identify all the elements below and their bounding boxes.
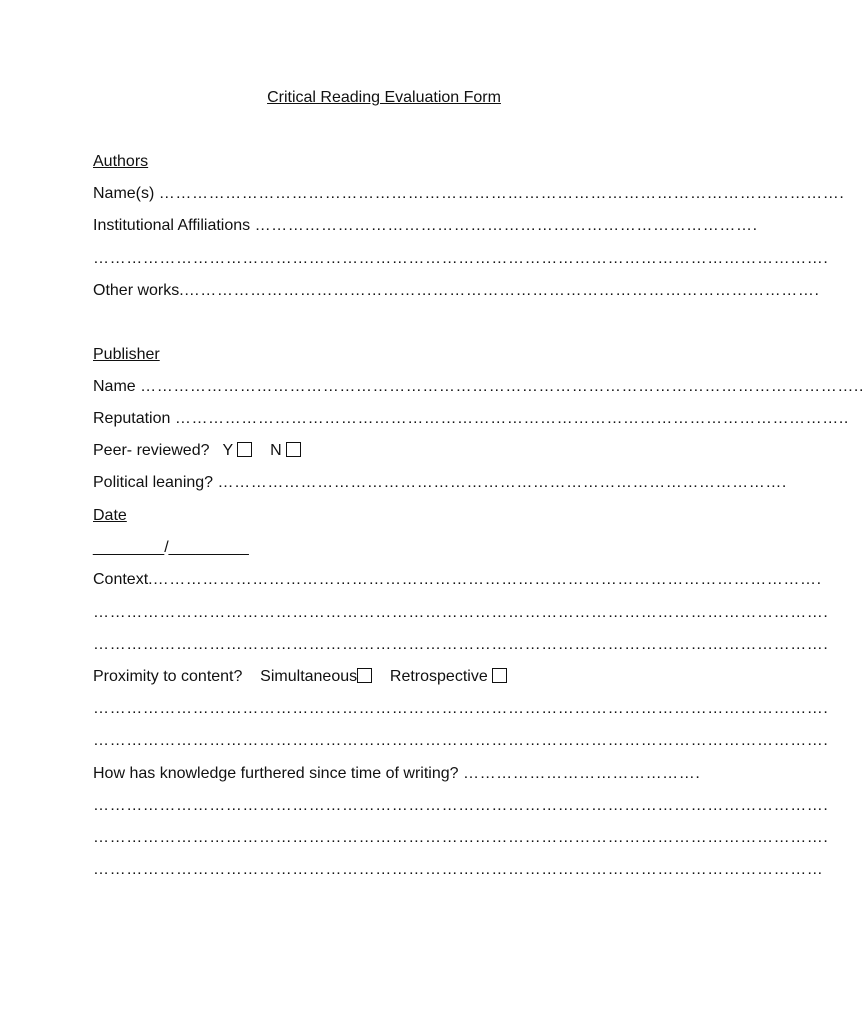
- form-title: Critical Reading Evaluation Form: [267, 89, 501, 106]
- simultaneous-checkbox[interactable]: [357, 668, 372, 683]
- reputation-label: Reputation: [93, 410, 175, 427]
- publisher-name-row: [93, 377, 864, 397]
- peer-reviewed-row: [93, 441, 678, 461]
- proximity-continued-1: [93, 699, 829, 719]
- political-leaning-row: [93, 473, 787, 493]
- context-row: [93, 570, 822, 590]
- context-continued-2: [93, 635, 829, 655]
- political-label: Political leaning?: [93, 474, 218, 491]
- context-cont-dots-1: …………………………………………………………………………………………………………………….: [93, 604, 829, 621]
- authors-other-works-row: [93, 281, 820, 301]
- peer-no-checkbox[interactable]: [286, 442, 301, 457]
- affiliations-cont-dots: …………………………………………………………………………………………………………………….: [93, 250, 829, 267]
- proximity-label: Proximity to content? Simultaneous: [93, 668, 358, 685]
- other-works-dots: …………………………………………………………………………………………………….: [183, 282, 820, 299]
- knowledge-row: [93, 764, 701, 784]
- authors-affiliations-row: [93, 216, 758, 236]
- affiliations-label: Institutional Affiliations: [93, 217, 255, 234]
- peer-no-label: N: [270, 442, 287, 459]
- knowledge-cont-dots-3: ……………………………………………………………………………………………………………………: [93, 861, 824, 878]
- retrospective-label: Retrospective: [372, 668, 493, 685]
- knowledge-continued-2: [93, 828, 829, 848]
- knowledge-dots: …………………………………….: [462, 765, 701, 782]
- knowledge-cont-dots-2: …………………………………………………………………………………………………………………….: [93, 829, 829, 846]
- date-heading: Date: [93, 507, 127, 524]
- knowledge-label: How has knowledge furthered since time of writing?: [93, 765, 463, 782]
- proximity-cont-dots-1: …………………………………………………………………………………………………………………….: [93, 700, 829, 717]
- peer-reviewed-label: Peer- reviewed? Y: [93, 442, 238, 459]
- proximity-cont-dots-2: …………………………………………………………………………………………………………………….: [93, 732, 829, 749]
- authors-names-row: [93, 184, 845, 204]
- context-dots: ………………………………………………………………………………………………………….: [152, 571, 822, 588]
- reputation-dots: …………………………………………………………………………………………………………..: [174, 410, 849, 427]
- knowledge-continued-1: [93, 796, 829, 816]
- authors-affiliations-continued: [93, 249, 829, 269]
- knowledge-cont-dots-1: …………………………………………………………………………………………………………………….: [93, 797, 829, 814]
- date-field[interactable]: ________/_________: [93, 539, 249, 556]
- affiliations-dots: ……………………………………………………………………………….: [254, 217, 758, 234]
- publisher-heading: Publisher: [93, 346, 160, 363]
- context-label: Context.: [93, 571, 153, 588]
- other-works-label: Other works.: [93, 282, 184, 299]
- political-dots: ………………………………………………………………………………………….: [217, 474, 787, 491]
- retrospective-checkbox[interactable]: [492, 668, 507, 683]
- publisher-name-label: Name: [93, 378, 141, 395]
- knowledge-continued-3: [93, 860, 824, 880]
- proximity-row: [93, 667, 678, 687]
- context-continued-1: [93, 603, 829, 623]
- publisher-reputation-row: [93, 409, 849, 429]
- authors-heading: Authors: [93, 153, 149, 170]
- publisher-name-dots: …………………………………………………………………………………………………………………..: [140, 378, 864, 395]
- names-label: Name(s): [93, 185, 159, 202]
- names-dots: …………………………………………………………………………………………………………….: [158, 185, 845, 202]
- peer-yes-checkbox[interactable]: [237, 442, 252, 457]
- proximity-continued-2: [93, 731, 829, 751]
- context-cont-dots-2: …………………………………………………………………………………………………………………….: [93, 636, 829, 653]
